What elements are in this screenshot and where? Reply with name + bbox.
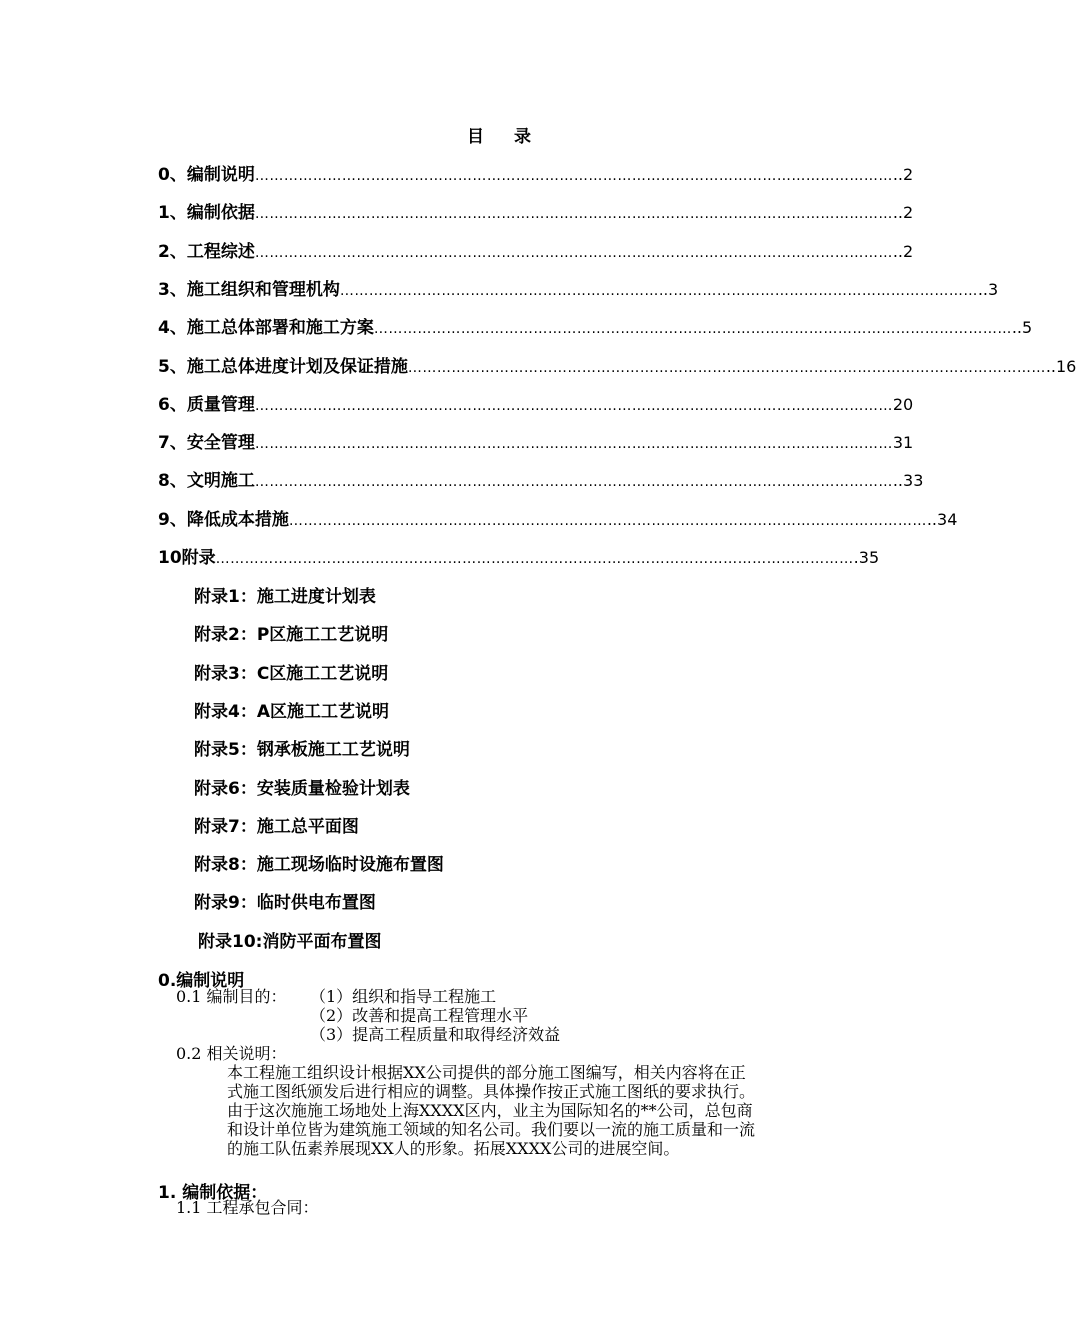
purpose-label: 0.1 编制目的： [176, 987, 287, 1006]
section0-heading: 0.编制说明 [158, 971, 245, 991]
toc-entry-leader: …………………………………………………………………………………………………………………… [339, 282, 978, 299]
toc-entry[interactable] [158, 160, 914, 185]
toc-entry-leader: …………………………………………………………………………………………………………………… [288, 512, 927, 529]
toc-entry-label: 7、安全管理 [158, 433, 255, 454]
notes-line: 和设计单位皆为建筑施工领域的知名公司。我们要以一流的施工质量和一流 [227, 1120, 756, 1139]
toc-entry-leader: …………………………………………………………………………………………………………………… [407, 359, 1046, 376]
notes-line: 式施工图纸颁发后进行相应的调整。具体操作按正式施工图纸的要求执行。 [227, 1082, 756, 1101]
toc-entry-page: 20 [892, 394, 914, 414]
toc-entry-label: 10附录 [158, 548, 216, 568]
toc-entry-leader: …………………………………………………………………………………………………………………… [215, 551, 854, 567]
appendix-entry[interactable]: 附录8：施工现场临时设施布置图 [194, 855, 444, 876]
toc-entry[interactable] [158, 237, 914, 262]
notes-line: 的施工队伍素养展现XX人的形象。拓展XXXX公司的进展空间。 [227, 1139, 680, 1158]
appendix-entry[interactable]: 附录7：施工总平面图 [194, 816, 359, 837]
purpose-item: （2）改善和提高工程管理水平 [310, 1006, 529, 1025]
toc-entry-leader: …………………………………………………………………………………………………………………… [254, 206, 893, 223]
toc-entry-page: ..2 [892, 203, 914, 223]
toc-entry[interactable] [158, 352, 1076, 377]
appendix-entry[interactable]: 附录3：C区施工工艺说明 [194, 663, 389, 684]
toc-entry-label: 6、质量管理 [158, 394, 255, 415]
appendix-entry[interactable]: 附录5：钢承板施工工艺说明 [194, 740, 410, 761]
toc-entry[interactable] [158, 543, 880, 568]
toc-entry[interactable] [158, 275, 999, 300]
toc-entry[interactable] [158, 466, 924, 492]
appendix-entry[interactable]: 附录6：安装质量检验计划表 [194, 778, 410, 799]
toc-entry-label: 8、文明施工 [158, 471, 255, 492]
purpose-item: （3）提高工程质量和取得经济效益 [310, 1025, 561, 1044]
notes-line: 本工程施工组织设计根据XX公司提供的部分施工图编写，相关内容将在正 [227, 1063, 746, 1082]
toc-entry-page: ..2 [892, 165, 914, 184]
notes-line: 由于这次施施工场地处上海XXXX区内，业主为国际知名的**公司，总包商 [227, 1101, 753, 1120]
toc-entry-leader: …………………………………………………………………………………………………………………… [254, 397, 893, 414]
toc-entry-leader: …………………………………………………………………………………………………………………… [254, 436, 893, 453]
toc-title [0, 122, 1000, 147]
appendix-entry[interactable]: 附录4：A区施工工艺说明 [194, 701, 389, 722]
toc-entry-label: 5、施工总体进度计划及保证措施 [158, 356, 408, 377]
appendix-entry[interactable]: 附录2：P区施工工艺说明 [194, 625, 389, 646]
toc-entry-label: 1、编制依据 [158, 203, 255, 224]
toc-title-right: 录 [514, 127, 533, 147]
toc-entry-page: ..16 [1045, 356, 1076, 376]
toc-entry-leader: …………………………………………………………………………………………………………………… [373, 321, 1012, 338]
toc-entry-leader: …………………………………………………………………………………………………………………… [254, 244, 893, 261]
toc-entry[interactable] [158, 313, 1033, 339]
toc-entry[interactable] [158, 505, 958, 530]
toc-entry-page: ..33 [892, 471, 924, 491]
toc-entry[interactable] [158, 198, 914, 224]
toc-entry-leader: …………………………………………………………………………………………………………………… [254, 474, 893, 491]
appendix-entry[interactable]: 附录1：施工进度计划表 [194, 587, 376, 607]
toc-entry[interactable] [158, 428, 914, 454]
toc-entry-page: ..3 [977, 279, 999, 299]
toc-entry-page: ..2 [892, 241, 914, 261]
appendix-entry[interactable]: 附录9：临时供电布置图 [194, 893, 376, 914]
toc-title-left: 目 [467, 127, 486, 147]
purpose-item: （1）组织和指导工程施工 [310, 987, 497, 1006]
toc-entry-leader: …………………………………………………………………………………………………………………… [254, 168, 893, 184]
toc-entry-label: 0、编制说明 [158, 165, 255, 185]
toc-entry-page: ..34 [926, 509, 958, 529]
section1-heading: 1. 编制依据： [158, 1183, 268, 1203]
section1-sub1: 1.1 工程承包合同： [176, 1198, 319, 1217]
notes-label: 0.2 相关说明： [176, 1044, 287, 1063]
toc-entry-label: 9、降低成本措施 [158, 509, 289, 530]
toc-entry-label: 2、工程综述 [158, 241, 255, 262]
toc-entry-label: 3、施工组织和管理机构 [158, 279, 340, 300]
toc-entry[interactable] [158, 390, 914, 415]
toc-entry-page: .35 [853, 548, 880, 567]
toc-entry-page: ..5 [1011, 318, 1033, 338]
toc-entry-label: 4、施工总体部署和施工方案 [158, 318, 374, 339]
appendix-entry[interactable]: 附录10:消防平面布置图 [198, 931, 382, 952]
toc-entry-page: 31 [892, 433, 914, 453]
